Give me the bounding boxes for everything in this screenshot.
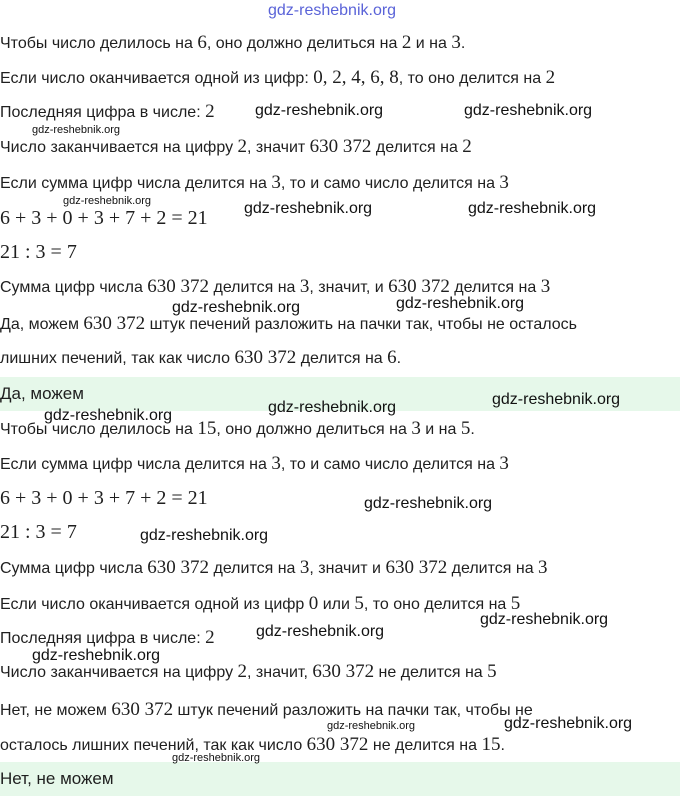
watermark: gdz-reshebnik.org — [480, 611, 609, 628]
math: 2 — [545, 67, 556, 88]
text: делится на — [296, 350, 388, 367]
text: штук печений разложить на пачки так, чтобы не — [173, 702, 533, 719]
text: Сумма цифр числа — [0, 279, 148, 296]
math: 15 — [197, 418, 217, 439]
math: 630 372 — [306, 734, 369, 755]
p1-line-7 — [0, 313, 680, 336]
math: 5 — [510, 593, 521, 614]
math: 3 — [271, 453, 281, 474]
text: или — [318, 596, 355, 613]
text: , значит — [247, 139, 310, 156]
watermark: gdz-reshebnik.org — [256, 623, 385, 640]
math: 6 — [197, 32, 207, 53]
watermark: gdz-reshebnik.org — [327, 720, 416, 732]
text: . — [470, 421, 475, 438]
text: делится на — [209, 279, 300, 296]
text: Если сумма цифр числа делится на — [0, 175, 272, 192]
watermark: gdz-reshebnik.org — [396, 295, 525, 312]
math: 630 372 — [234, 347, 297, 368]
text: , значит и — [309, 560, 386, 577]
p2-line-2 — [0, 453, 680, 476]
watermark: gdz-reshebnik.org — [244, 200, 373, 217]
text: делится на — [449, 279, 541, 296]
watermark: gdz-reshebnik.org — [172, 752, 261, 764]
p1-line-1 — [0, 32, 680, 55]
watermark: gdz-reshebnik.org — [140, 527, 269, 544]
text: не делится на — [374, 664, 488, 681]
text: Число заканчивается на цифру — [0, 664, 238, 681]
text: Число заканчивается на цифру — [0, 139, 238, 156]
math: 3 — [299, 276, 310, 297]
text: , значит, — [247, 664, 313, 681]
p1-equation-division: 21 : 3 = 7 — [0, 241, 77, 263]
math: 3 — [540, 276, 551, 297]
math: 6 — [387, 347, 397, 368]
watermark: gdz-reshebnik.org — [464, 102, 593, 119]
watermark: gdz-reshebnik.org — [492, 391, 621, 408]
math: 2 — [462, 136, 472, 157]
watermark: gdz-reshebnik.org — [364, 495, 493, 512]
math: 630 372 — [147, 557, 210, 578]
p2-line-8 — [0, 734, 680, 757]
text: осталось лишних печений, так как число — [0, 737, 307, 754]
text: . — [396, 350, 402, 367]
text: Нет, не можем — [0, 702, 112, 719]
text: , то и само число делится на — [280, 175, 500, 192]
text: лишних печений, так как число — [0, 350, 235, 367]
text: . — [460, 35, 466, 52]
p1-line-4 — [0, 136, 680, 159]
p1-line-6 — [0, 276, 680, 299]
math: 2 — [401, 32, 412, 53]
math: 15 — [481, 734, 501, 755]
text: . — [500, 737, 505, 754]
math: 2 — [237, 661, 248, 682]
text: , то оно делится на — [398, 70, 546, 87]
watermark: gdz-reshebnik.org — [32, 647, 161, 664]
text: , оно должно делиться на — [206, 35, 402, 52]
math: 630 372 — [385, 557, 448, 578]
text: Да, можем — [0, 316, 84, 333]
text: делится на — [447, 560, 539, 577]
text: Последняя цифра в числе: — [0, 104, 206, 121]
answer-box-2 — [0, 762, 680, 796]
math: 3 — [271, 172, 281, 193]
math: 2 — [237, 136, 248, 157]
math: 630 372 — [309, 136, 372, 157]
p1-equation-sum: 6 + 3 + 0 + 3 + 7 + 2 = 21 — [0, 207, 208, 229]
text: не делится на — [368, 737, 482, 754]
p2-equation-sum: 6 + 3 + 0 + 3 + 7 + 2 = 21 — [0, 487, 208, 509]
text: , то и само число делится на — [280, 456, 500, 473]
text: Последняя цифра в числе: — [0, 630, 206, 647]
p2-equation-division: 21 : 3 = 7 — [0, 521, 77, 543]
text: Если число оканчивается одной из цифр — [0, 596, 309, 613]
math: 3 — [499, 453, 509, 474]
p1-line-5 — [0, 172, 680, 195]
p2-line-3 — [0, 557, 680, 580]
text: Если сумма цифр числа делится на — [0, 456, 272, 473]
math: 3 — [451, 32, 461, 53]
math: 630 372 — [83, 313, 146, 334]
watermark: gdz-reshebnik.org — [172, 299, 301, 316]
answer-text-1: Да, можем — [0, 384, 84, 403]
text: делится на — [371, 139, 463, 156]
watermark: gdz-reshebnik.org — [504, 715, 633, 732]
math: 5 — [487, 661, 497, 682]
math: 0, 2, 4, 6, 8 — [313, 67, 399, 88]
p1-line-2 — [0, 67, 680, 90]
math: 2 — [205, 101, 215, 122]
text: Чтобы число делилось на — [0, 421, 198, 438]
math: 3 — [538, 557, 548, 578]
watermark: gdz-reshebnik.org — [44, 407, 173, 424]
text: , то оно делится на — [363, 596, 511, 613]
text: делится на — [209, 560, 300, 577]
watermark: gdz-reshebnik.org — [268, 399, 397, 416]
text: , значит, и — [309, 279, 389, 296]
math: 5 — [354, 593, 364, 614]
answer-text-2: Нет, не можем — [0, 769, 114, 788]
math: 630 372 — [111, 699, 174, 720]
text: , оно должно делиться на — [216, 421, 412, 438]
math: 630 372 — [388, 276, 450, 297]
math: 630 372 — [312, 661, 375, 682]
math: 5 — [460, 418, 471, 439]
math: 3 — [499, 172, 509, 193]
text: Если число оканчивается одной из цифр: — [0, 70, 314, 87]
math: 3 — [411, 418, 421, 439]
text: Чтобы число делилось на — [0, 35, 198, 52]
math: 3 — [299, 557, 310, 578]
p1-line-8 — [0, 347, 680, 370]
watermark: gdz-reshebnik.org — [63, 195, 152, 207]
text: и на — [411, 35, 452, 52]
math: 630 372 — [147, 276, 210, 297]
math: 2 — [205, 627, 215, 648]
text: Сумма цифр числа — [0, 560, 148, 577]
header-watermark: gdz-reshebnik.org — [268, 2, 397, 19]
text: штук печений разложить на пачки так, чтобы не осталось — [145, 316, 577, 333]
watermark: gdz-reshebnik.org — [468, 200, 597, 217]
watermark: gdz-reshebnik.org — [255, 102, 384, 119]
text: и на — [420, 421, 461, 438]
math: 0 — [308, 593, 319, 614]
watermark: gdz-reshebnik.org — [32, 124, 121, 136]
